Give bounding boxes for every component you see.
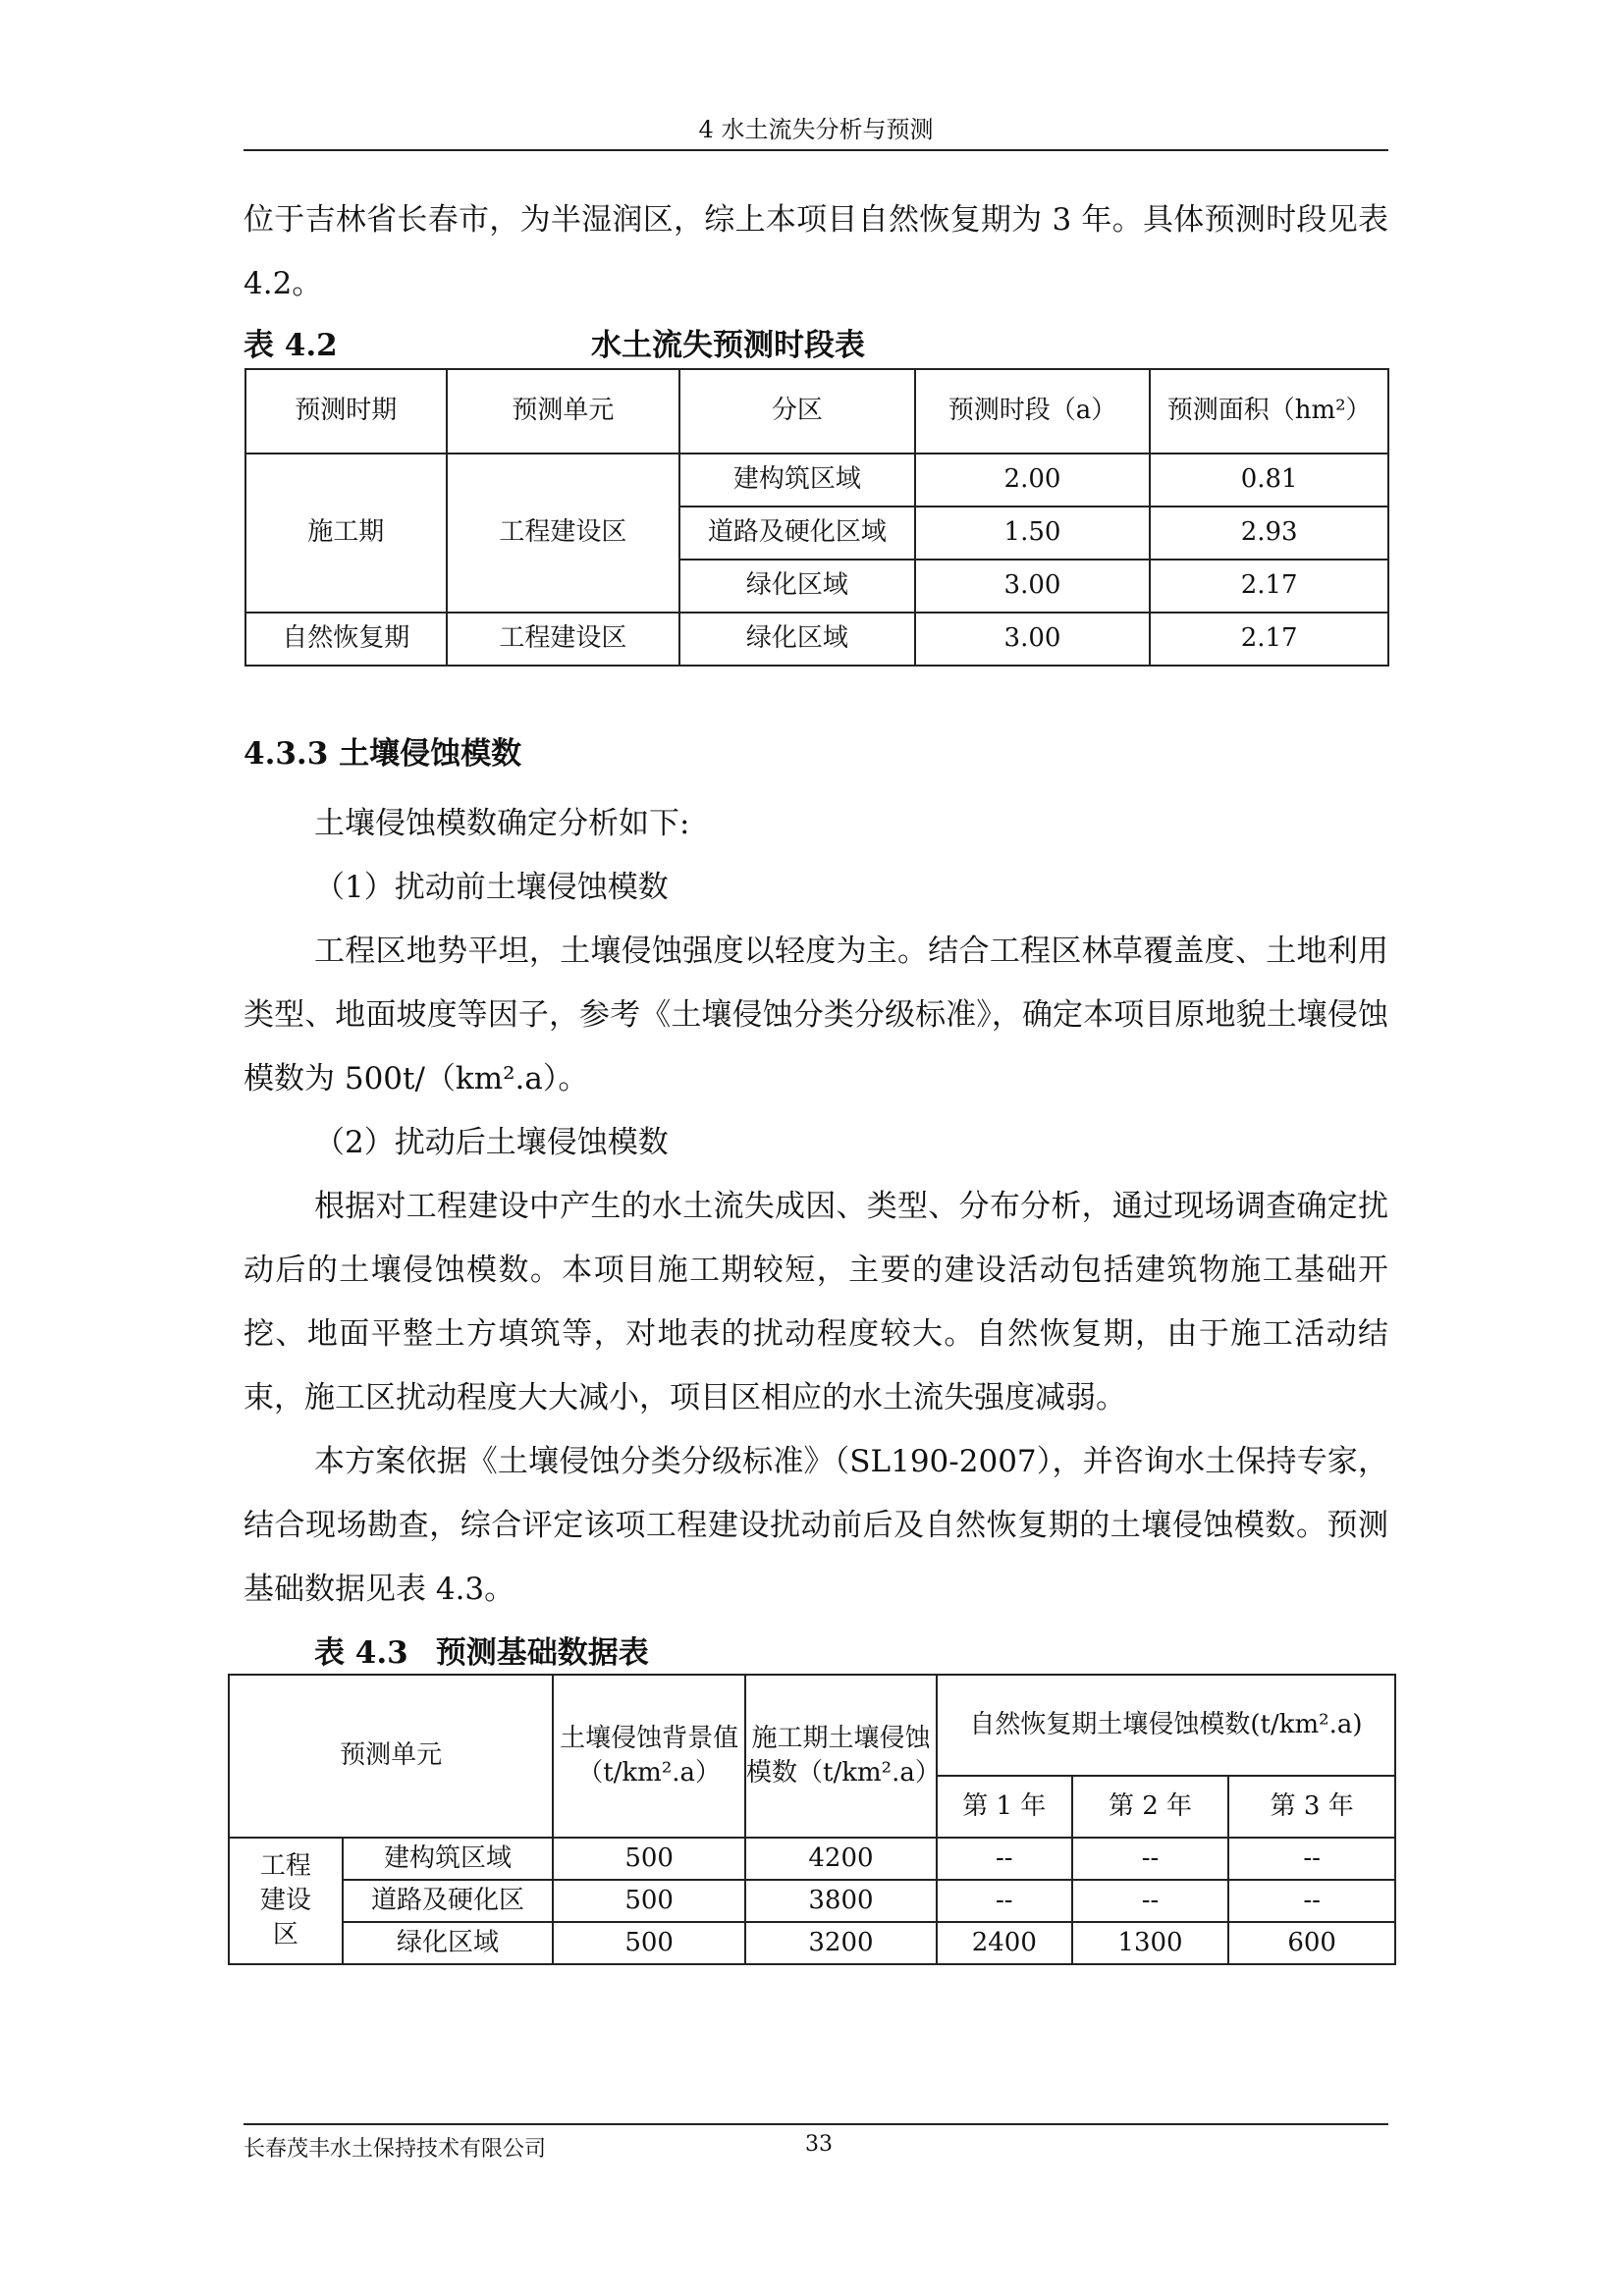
section-heading: 4.3.3 土壤侵蚀模数: [244, 736, 522, 772]
header-cell: 预测时段（a）: [915, 369, 1151, 454]
intro-line: 土壤侵蚀模数确定分析如下:: [314, 806, 690, 841]
paragraph-standard-basis: 本方案依据《土壤侵蚀分类分级标准》（SL190-2007），并咨询水土保持专家，结合现场勘查，综合评定该项工程建设扰动前后及自然恢复期的土壤侵蚀模数。预测基础数据见表 4.3。: [244, 1444, 1388, 1607]
unit-cell: 建构筑区域: [343, 1838, 553, 1880]
unit-cell: 绿化区域: [343, 1922, 553, 1964]
prediction-period-table: [244, 368, 1389, 667]
value-cell: 600: [1228, 1922, 1395, 1964]
value-cell: 500: [553, 1880, 745, 1922]
duration-cell: 3.00: [915, 613, 1151, 666]
value-cell: 1300: [1072, 1922, 1229, 1964]
value-cell: 500: [553, 1838, 745, 1880]
paragraph-continuation: 位于吉林省长春市，为半湿润区，综上本项目自然恢复期为 3 年。具体预测时段见表 4.2。: [244, 202, 1388, 301]
value-cell: --: [937, 1838, 1072, 1880]
table-4-3-caption-number: 表 4.3: [314, 1635, 408, 1671]
zone-cell: 绿化区域: [679, 613, 915, 666]
header-divider: [244, 149, 1388, 151]
table-4-3-caption: [314, 1628, 677, 1672]
duration-cell: 3.00: [915, 560, 1151, 613]
value-cell: --: [1072, 1838, 1229, 1880]
zone-cell: 道路及硬化区域: [679, 507, 915, 560]
area-cell: 2.93: [1150, 507, 1388, 560]
table-4-2-caption-number: 表 4.2: [244, 328, 338, 363]
header-cell: 自然恢复期土壤侵蚀模数(t/km².a): [937, 1675, 1395, 1776]
period-cell: 自然恢复期: [245, 613, 447, 666]
value-cell: 3200: [745, 1922, 937, 1964]
unit-cell: 工程建设区: [447, 613, 680, 666]
zone-cell: 建构筑区域: [679, 454, 915, 507]
header-cell: 土壤侵蚀背景值（t/km².a）: [553, 1675, 745, 1838]
table-header-row: [229, 1675, 1395, 1776]
subheading-after-disturbance: （2）扰动后土壤侵蚀模数: [314, 1125, 669, 1160]
header-cell: 第 1 年: [937, 1776, 1072, 1838]
value-cell: 2400: [937, 1922, 1072, 1964]
area-cell: 0.81: [1150, 454, 1388, 507]
paragraph-before-disturbance: 工程区地势平坦，土壤侵蚀强度以轻度为主。结合工程区林草覆盖度、土地利用类型、地面坡度等因子，参考《土壤侵蚀分类分级标准》，确定本项目原地貌土壤侵蚀模数为 500t/（km².a）。: [244, 934, 1388, 1096]
zone-cell: 绿化区域: [679, 560, 915, 613]
table-row: [245, 454, 1388, 507]
prediction-basis-table: [228, 1674, 1396, 1965]
table-row: [229, 1922, 1395, 1964]
table-header-row: [245, 369, 1388, 454]
value-cell: --: [1072, 1880, 1229, 1922]
section-body: [244, 792, 1388, 1622]
header-cell: 预测单元: [447, 369, 680, 454]
footer-divider: [244, 2123, 1388, 2125]
page-number: 33: [805, 2132, 833, 2157]
area-cell: 2.17: [1150, 560, 1388, 613]
period-cell: 施工期: [245, 454, 447, 613]
value-cell: 4200: [745, 1838, 937, 1880]
table-row: [229, 1880, 1395, 1922]
value-cell: --: [1228, 1880, 1395, 1922]
duration-cell: 2.00: [915, 454, 1151, 507]
header-cell: 预测单元: [229, 1675, 553, 1838]
duration-cell: 1.50: [915, 507, 1151, 560]
subheading-before-disturbance: （1）扰动前土壤侵蚀模数: [314, 870, 669, 905]
value-cell: --: [1228, 1838, 1395, 1880]
table-row: [229, 1838, 1395, 1880]
paragraph-after-disturbance: 根据对工程建设中产生的水土流失成因、类型、分布分析，通过现场调查确定扰动后的土壤侵蚀模数。本项目施工期较短，主要的建设活动包括建筑物施工基础开挖、地面平整土方填筑等，对地表的扰动程度较大。自然恢复期，由于施工活动结束，施工区扰动程度大大减小，项目区相应的水土流失强度减弱。: [244, 1189, 1388, 1415]
area-cell: 2.17: [1150, 613, 1388, 666]
value-cell: 500: [553, 1922, 745, 1964]
header-cell: 施工期土壤侵蚀模数（t/km².a）: [745, 1675, 937, 1838]
table-4-2-caption-title: 水土流失预测时段表: [591, 328, 865, 363]
header-cell: 第 3 年: [1228, 1776, 1395, 1838]
table-4-3-caption-title: 预测基础数据表: [435, 1635, 649, 1671]
header-cell: 预测时期: [245, 369, 447, 454]
group-cell: 工程建设区: [229, 1838, 343, 1964]
unit-cell: 道路及硬化区: [343, 1880, 553, 1922]
unit-cell: 工程建设区: [447, 454, 680, 613]
value-cell: --: [937, 1880, 1072, 1922]
header-cell: 第 2 年: [1072, 1776, 1229, 1838]
table-row: [245, 613, 1388, 666]
header-cell: 预测面积（hm²）: [1150, 369, 1388, 454]
footer-company: 长春茂丰水土保持技术有限公司: [244, 2137, 547, 2162]
page-header: 4 水土流失分析与预测: [698, 116, 934, 143]
header-cell: 分区: [679, 369, 915, 454]
value-cell: 3800: [745, 1880, 937, 1922]
